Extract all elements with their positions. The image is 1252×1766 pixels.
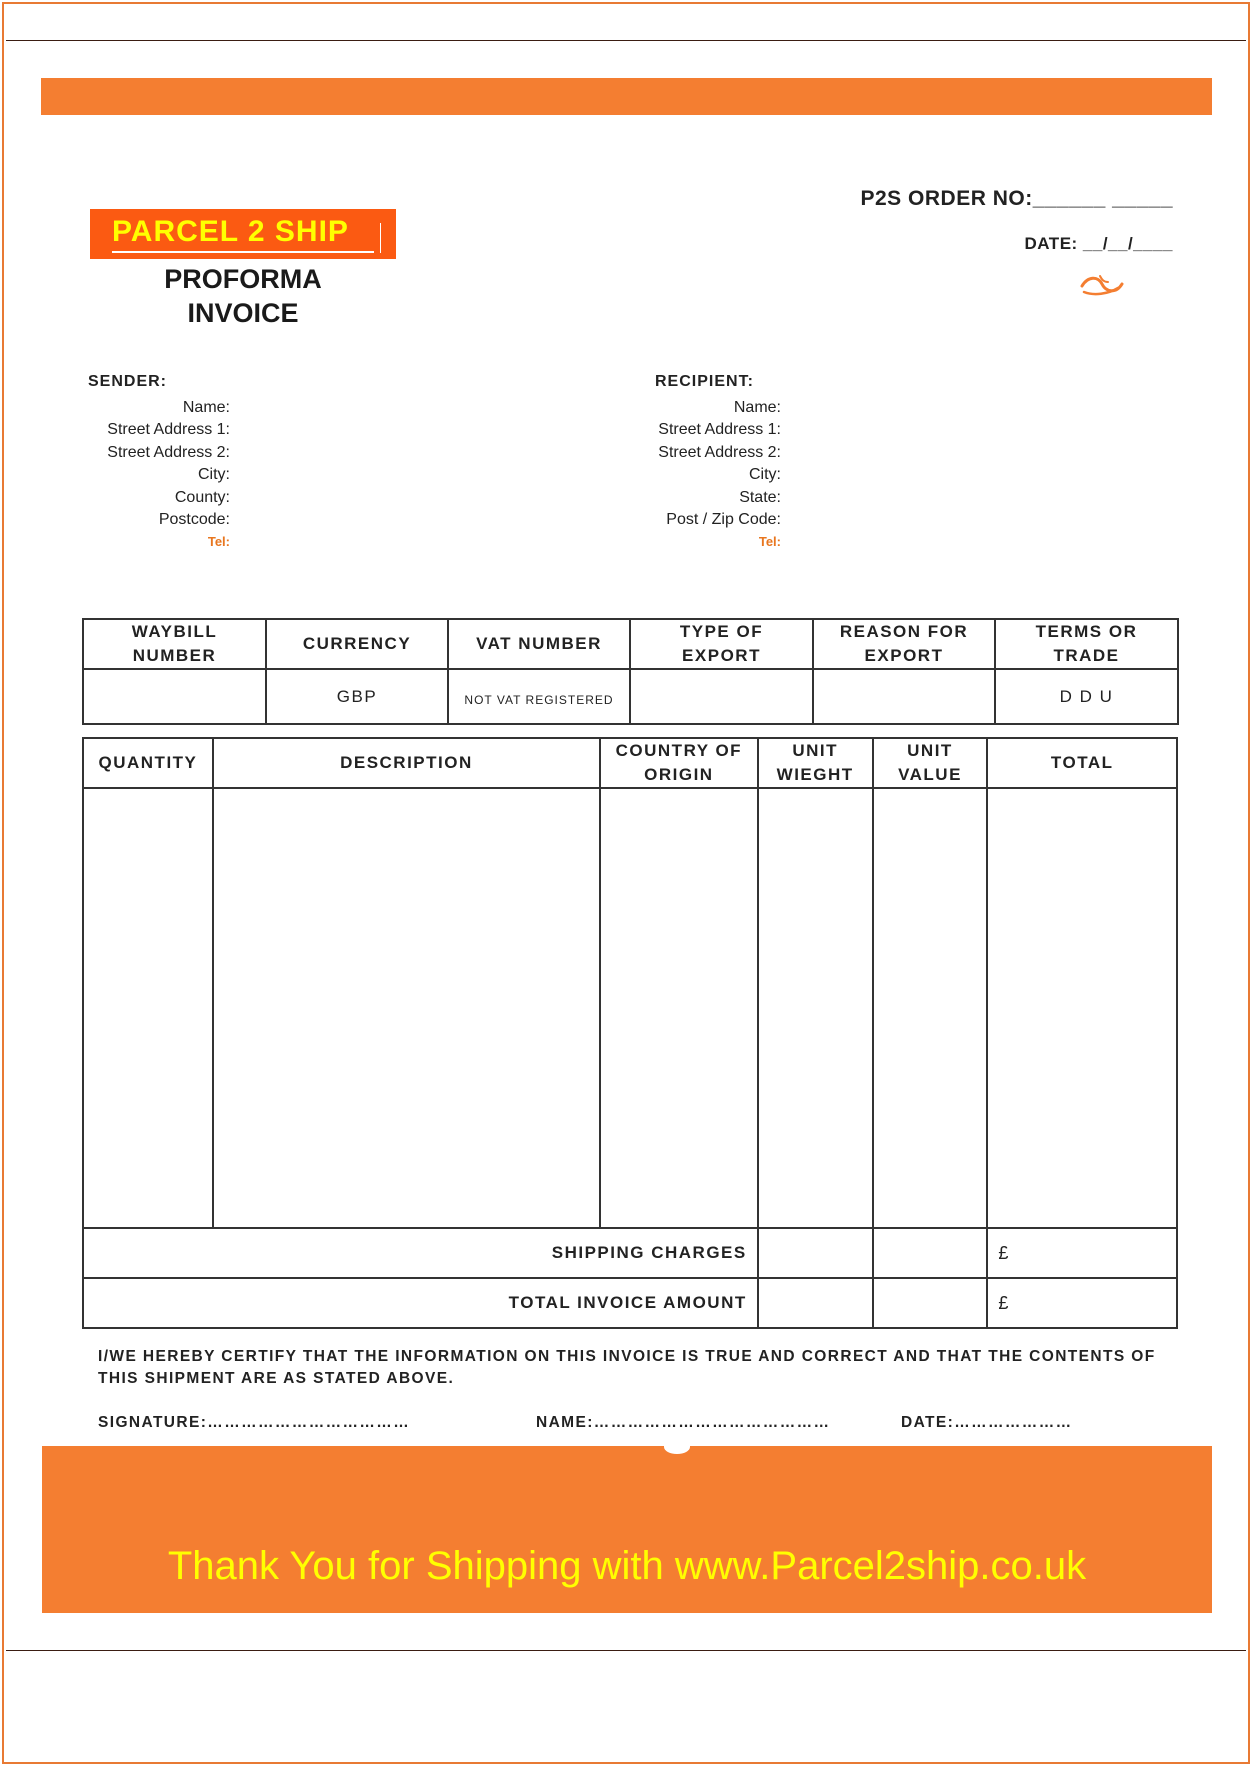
total-invoice-amount[interactable]: £	[987, 1278, 1177, 1328]
swirl-icon	[1078, 272, 1126, 298]
date-line[interactable]: DATE:…………………	[901, 1414, 1073, 1431]
sender-name-label: Name:	[182, 399, 230, 416]
recipient-state-label: State:	[739, 488, 781, 506]
country-of-origin-cell[interactable]	[600, 788, 758, 1228]
recipient-street2-label: Street Address 2:	[658, 443, 781, 461]
total-invoice-label: TOTAL INVOICE AMOUNT	[83, 1278, 758, 1328]
currency-header: CURRENCY	[266, 619, 448, 669]
items-body-row	[83, 788, 1177, 1228]
sender-labels	[88, 397, 230, 554]
reason-for-export-header: REASON FOR EXPORT	[813, 619, 995, 669]
waybill-number-header: WAYBILL NUMBER	[83, 619, 266, 669]
terms-of-trade-header: TERMS OR TRADE	[995, 619, 1178, 669]
recipient-name-label: Name:	[733, 399, 781, 416]
logo-bracket	[380, 223, 382, 253]
total-invoice-row	[83, 1278, 1177, 1328]
description-header: DESCRIPTION	[213, 738, 600, 788]
total-cell[interactable]	[987, 788, 1177, 1228]
country-of-origin-header: COUNTRY OF ORIGIN	[600, 738, 758, 788]
recipient-city-label: City:	[749, 466, 781, 484]
header-date: DATE: __/__/____	[1024, 234, 1173, 253]
recipient-labels	[655, 397, 781, 554]
logo-text: PARCEL 2 SHIP	[112, 215, 349, 248]
total-header: TOTAL	[987, 738, 1177, 788]
vat-number-header: VAT NUMBER	[448, 619, 630, 669]
document-title-line2: INVOICE	[187, 298, 299, 328]
quantity-cell[interactable]	[83, 788, 213, 1228]
sender-title: SENDER:	[88, 373, 168, 390]
header-bar	[41, 78, 1212, 115]
sender-street1-label: Street Address 1:	[107, 421, 230, 439]
sender-street2-label: Street Address 2:	[107, 443, 230, 461]
shipping-charges-weight-cell[interactable]	[758, 1228, 873, 1278]
recipient-street1-label: Street Address 1:	[658, 421, 781, 439]
sender-city-label: City:	[198, 466, 230, 484]
recipient-zip-label: Post / Zip Code:	[666, 510, 781, 528]
signature-line[interactable]: SIGNATURE:………………………………	[98, 1414, 411, 1431]
items-header-row	[83, 738, 1177, 788]
logo	[90, 209, 396, 259]
shipment-details-table	[82, 618, 1179, 725]
quantity-header: QUANTITY	[83, 738, 213, 788]
type-of-export-cell[interactable]	[630, 669, 813, 724]
unit-value-cell[interactable]	[873, 788, 988, 1228]
bottom-rule	[6, 1650, 1246, 1651]
total-invoice-value-cell[interactable]	[873, 1278, 988, 1328]
waybill-number-cell[interactable]	[83, 669, 266, 724]
sender-block	[88, 373, 230, 550]
sender-tel-label: Tel:	[207, 534, 230, 550]
shipping-charges-value-cell[interactable]	[873, 1228, 988, 1278]
logo-underline	[112, 251, 374, 253]
total-invoice-weight-cell[interactable]	[758, 1278, 873, 1328]
sender-postcode-label: Postcode:	[158, 510, 230, 528]
shipping-charges-label: SHIPPING CHARGES	[83, 1228, 758, 1278]
shipping-charges-row	[83, 1228, 1177, 1278]
unit-weight-header: UNIT WIEGHT	[758, 738, 873, 788]
currency-cell[interactable]: GBP	[266, 669, 448, 724]
order-number: P2S ORDER NO:______ _____	[860, 187, 1173, 210]
description-cell[interactable]	[213, 788, 600, 1228]
footer-banner	[42, 1446, 1212, 1613]
recipient-block	[655, 373, 781, 550]
footer-notch	[664, 1440, 690, 1454]
name-line[interactable]: NAME:……………………………………	[536, 1414, 831, 1431]
document-title-line1: PROFORMA	[164, 264, 322, 294]
recipient-tel-label: Tel:	[758, 534, 781, 550]
items-table	[82, 737, 1178, 1329]
shipping-charges-amount[interactable]: £	[987, 1228, 1177, 1278]
shipment-value-row	[83, 669, 1178, 724]
unit-value-header: UNIT VALUE	[873, 738, 988, 788]
type-of-export-header: TYPE OF EXPORT	[630, 619, 813, 669]
thank-you-text: Thank You for Shipping with www.Parcel2ship.co.uk	[167, 1544, 1087, 1588]
vat-number-cell[interactable]: NOT VAT REGISTERED	[448, 669, 630, 724]
top-rule	[6, 40, 1246, 41]
shipment-header-row	[83, 619, 1178, 669]
terms-of-trade-cell[interactable]: D D U	[995, 669, 1178, 724]
reason-for-export-cell[interactable]	[813, 669, 995, 724]
unit-weight-cell[interactable]	[758, 788, 873, 1228]
certification-text: I/WE HEREBY CERTIFY THAT THE INFORMATION ON THIS INVOICE IS TRUE AND CORRECT AND THAT THE CONTENTS OF THIS SHIPMENT ARE AS STATED ABOVE.	[98, 1348, 1156, 1387]
sender-county-label: County:	[174, 488, 230, 506]
document-title	[90, 262, 396, 330]
recipient-title: RECIPIENT:	[655, 373, 754, 390]
